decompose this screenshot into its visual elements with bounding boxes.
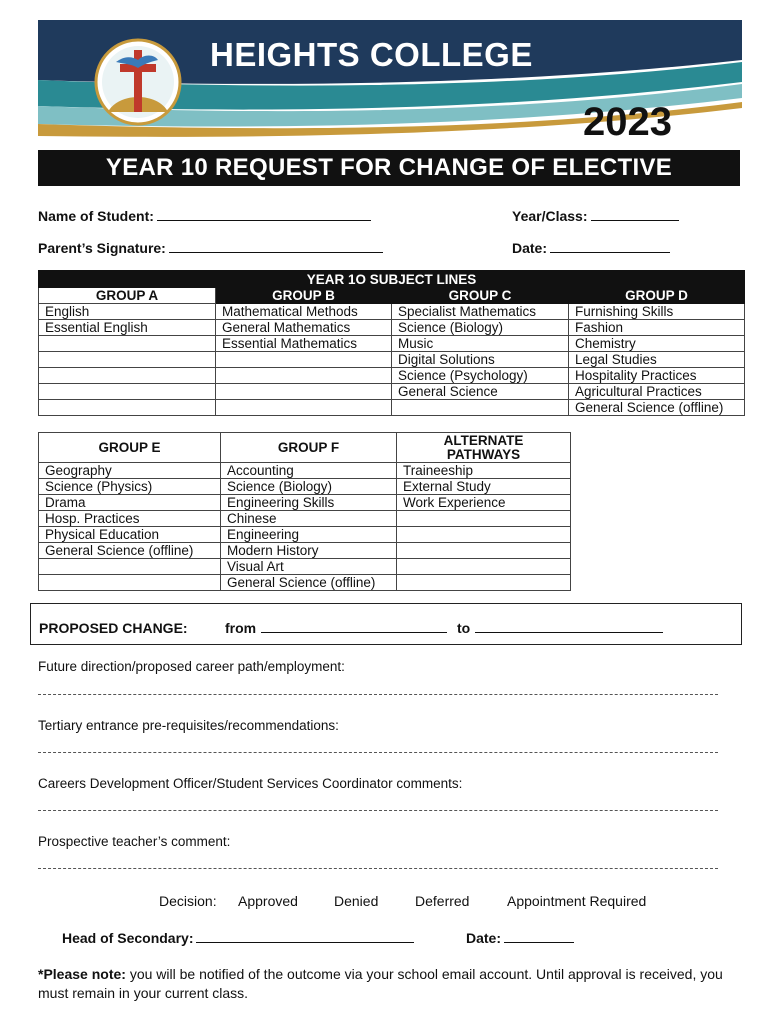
college-banner xyxy=(38,20,742,140)
alternate-pathways-line2: PATHWAYS xyxy=(446,446,521,462)
top-group-2-cell: Science (Psychology) xyxy=(392,368,569,384)
table-row xyxy=(39,479,571,495)
alternate-pathways-header xyxy=(397,433,571,463)
table-row xyxy=(39,543,571,559)
proposed-to-label: to xyxy=(457,620,471,636)
group-e-header: GROUP E xyxy=(39,433,221,463)
alternate-pathways-line1: ALTERNATE xyxy=(443,432,524,448)
please-note xyxy=(38,965,738,1003)
top-group-1-cell xyxy=(216,400,392,416)
bottom-group-0-cell: Geography xyxy=(39,463,221,479)
top-group-2-cell: Music xyxy=(392,336,569,352)
top-group-2-cell: Digital Solutions xyxy=(392,352,569,368)
bottom-group-0-cell: Drama xyxy=(39,495,221,511)
answer-line-tertiary[interactable] xyxy=(38,752,718,753)
proposed-from-label: from xyxy=(225,620,257,636)
group-f-header: GROUP F xyxy=(221,433,397,463)
form-title: YEAR 10 REQUEST FOR CHANGE OF ELECTIVE xyxy=(38,150,740,186)
group-b-header: GROUP B xyxy=(216,288,392,304)
please-note-text: you will be notified of the outcome via your school email account. Until approval is received, you must remain in your current class. xyxy=(38,966,723,1001)
table-row xyxy=(39,368,745,384)
bottom-group-0-cell: Science (Physics) xyxy=(39,479,221,495)
college-crest-icon xyxy=(96,40,180,124)
answer-line-teacher[interactable] xyxy=(38,868,718,869)
top-group-1-cell: Mathematical Methods xyxy=(216,304,392,320)
top-group-1-cell xyxy=(216,384,392,400)
table-row xyxy=(39,352,745,368)
parent-signature-field[interactable] xyxy=(38,240,383,256)
top-group-2-cell: Science (Biology) xyxy=(392,320,569,336)
bottom-group-0-cell xyxy=(39,559,221,575)
top-group-3-cell: Fashion xyxy=(569,320,745,336)
top-group-2-cell: General Science xyxy=(392,384,569,400)
table-row xyxy=(39,495,571,511)
bottom-group-0-cell xyxy=(39,575,221,591)
answer-line-career-path[interactable] xyxy=(38,694,718,695)
bottom-group-1-cell: General Science (offline) xyxy=(221,575,397,591)
bottom-group-0-cell: Physical Education xyxy=(39,527,221,543)
bottom-group-1-cell: Accounting xyxy=(221,463,397,479)
table-row xyxy=(39,527,571,543)
group-a-header: GROUP A xyxy=(39,288,216,304)
decision-label: Decision: xyxy=(159,893,217,909)
date-field[interactable] xyxy=(512,240,670,256)
year-class-label: Year/Class: xyxy=(512,208,588,224)
table-row xyxy=(39,575,571,591)
proposed-change-label: PROPOSED CHANGE: xyxy=(39,620,188,636)
head-of-secondary-line[interactable] xyxy=(196,930,414,943)
decision-appointment-required[interactable]: Appointment Required xyxy=(507,893,647,909)
date-label: Date: xyxy=(512,240,548,256)
bottom-group-0-cell: Hosp. Practices xyxy=(39,511,221,527)
proposed-from-field[interactable] xyxy=(225,620,447,636)
top-group-3-cell: Agricultural Practices xyxy=(569,384,745,400)
bottom-group-2-cell: Traineeship xyxy=(397,463,571,479)
top-group-0-cell xyxy=(39,400,216,416)
question-careers-officer: Careers Development Officer/Student Services Coordinator comments: xyxy=(38,776,463,791)
head-of-secondary-label: Head of Secondary: xyxy=(62,930,194,946)
table-row xyxy=(39,463,571,479)
top-group-1-cell: Essential Mathematics xyxy=(216,336,392,352)
subject-lines-table xyxy=(38,270,745,416)
top-group-2-cell xyxy=(392,400,569,416)
bottom-group-2-cell xyxy=(397,543,571,559)
proposed-to-field[interactable] xyxy=(457,620,663,636)
college-name: HEIGHTS COLLEGE xyxy=(210,36,533,73)
top-group-1-cell xyxy=(216,352,392,368)
parent-signature-line[interactable] xyxy=(169,240,383,253)
top-group-3-cell: Furnishing Skills xyxy=(569,304,745,320)
top-group-0-cell xyxy=(39,384,216,400)
top-group-2-cell: Specialist Mathematics xyxy=(392,304,569,320)
bottom-group-1-cell: Modern History xyxy=(221,543,397,559)
top-group-0-cell xyxy=(39,352,216,368)
bottom-group-1-cell: Science (Biology) xyxy=(221,479,397,495)
bottom-group-1-cell: Visual Art xyxy=(221,559,397,575)
top-group-3-cell: General Science (offline) xyxy=(569,400,745,416)
bottom-group-1-cell: Chinese xyxy=(221,511,397,527)
year-class-field[interactable] xyxy=(512,208,679,224)
parent-signature-label: Parent’s Signature: xyxy=(38,240,166,256)
group-c-header: GROUP C xyxy=(392,288,569,304)
proposed-from-line[interactable] xyxy=(261,620,447,633)
head-of-secondary-field[interactable] xyxy=(62,930,414,946)
signoff-date-label: Date: xyxy=(466,930,502,946)
top-group-0-cell: Essential English xyxy=(39,320,216,336)
table-row xyxy=(39,336,745,352)
question-career-path: Future direction/proposed career path/employment: xyxy=(38,659,345,674)
decision-approved[interactable]: Approved xyxy=(238,893,298,909)
table-row xyxy=(39,559,571,575)
bottom-group-2-cell: Work Experience xyxy=(397,495,571,511)
top-group-3-cell: Chemistry xyxy=(569,336,745,352)
top-group-3-cell: Hospitality Practices xyxy=(569,368,745,384)
bottom-group-2-cell: External Study xyxy=(397,479,571,495)
group-d-header: GROUP D xyxy=(569,288,745,304)
table-row xyxy=(39,320,745,336)
decision-denied[interactable]: Denied xyxy=(334,893,379,909)
signoff-date-field[interactable] xyxy=(466,930,574,946)
subject-lines-table-2 xyxy=(38,432,571,591)
signoff-date-line[interactable] xyxy=(504,930,574,943)
bottom-group-2-cell xyxy=(397,559,571,575)
question-tertiary: Tertiary entrance pre-requisites/recommendations: xyxy=(38,718,339,733)
bottom-group-0-cell: General Science (offline) xyxy=(39,543,221,559)
proposed-change-box xyxy=(30,603,742,645)
bottom-group-2-cell xyxy=(397,511,571,527)
table-row xyxy=(39,511,571,527)
top-group-1-cell: General Mathematics xyxy=(216,320,392,336)
year-class-line[interactable] xyxy=(591,208,679,221)
please-note-label: *Please note: xyxy=(38,966,126,982)
table-row xyxy=(39,304,745,320)
bottom-group-2-cell xyxy=(397,527,571,543)
answer-line-careers-officer[interactable] xyxy=(38,810,718,811)
table-row xyxy=(39,400,745,416)
top-group-3-cell: Legal Studies xyxy=(569,352,745,368)
question-teacher: Prospective teacher’s comment: xyxy=(38,834,231,849)
form-year: 2023 xyxy=(583,100,672,140)
top-group-1-cell xyxy=(216,368,392,384)
student-name-label: Name of Student: xyxy=(38,208,154,224)
student-name-field[interactable] xyxy=(38,208,371,224)
top-group-0-cell: English xyxy=(39,304,216,320)
top-group-0-cell xyxy=(39,336,216,352)
table-row xyxy=(39,384,745,400)
top-group-0-cell xyxy=(39,368,216,384)
subject-lines-title: YEAR 1O SUBJECT LINES xyxy=(39,271,745,288)
date-line[interactable] xyxy=(550,240,670,253)
proposed-to-line[interactable] xyxy=(475,620,663,633)
bottom-group-1-cell: Engineering xyxy=(221,527,397,543)
student-name-line[interactable] xyxy=(157,208,371,221)
decision-deferred[interactable]: Deferred xyxy=(415,893,470,909)
bottom-group-1-cell: Engineering Skills xyxy=(221,495,397,511)
bottom-group-2-cell xyxy=(397,575,571,591)
